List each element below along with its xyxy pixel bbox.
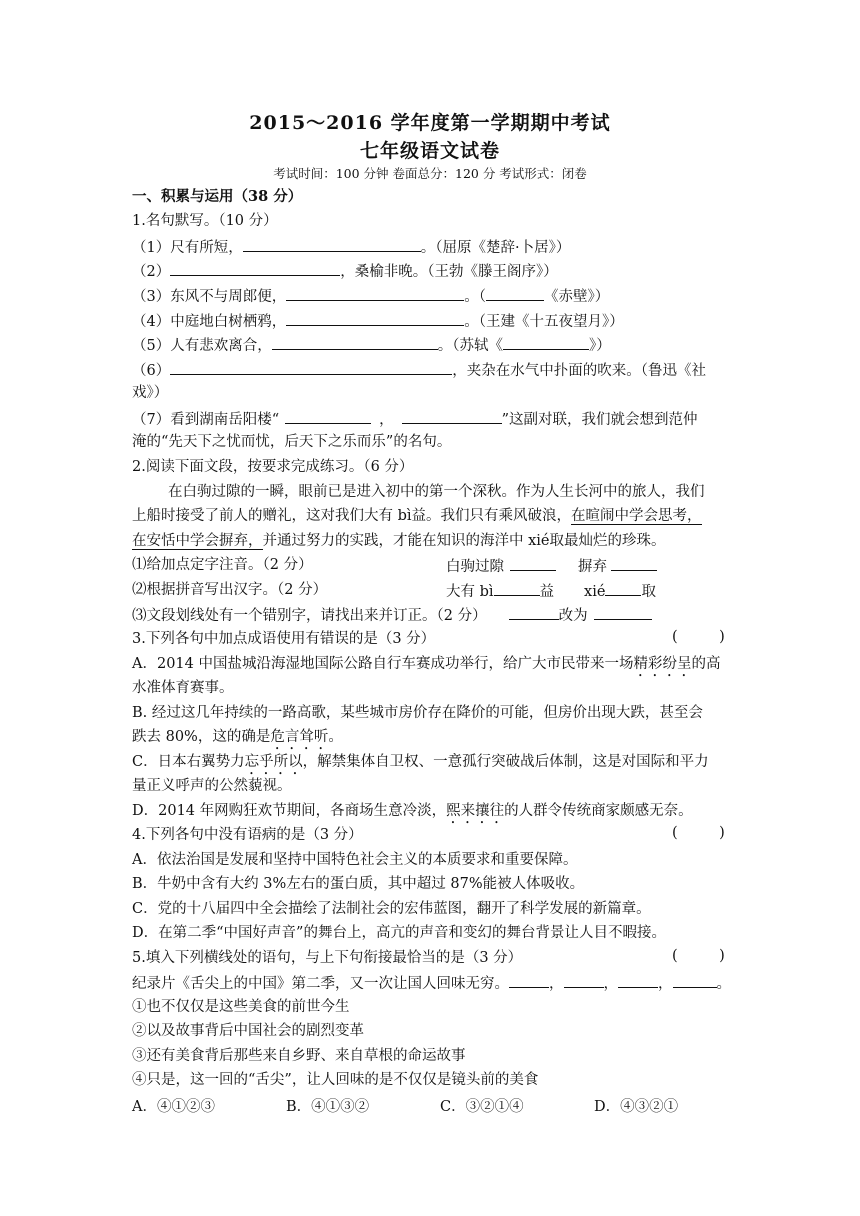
q1-l6-num: （6） — [132, 363, 171, 379]
q2-s1-word1: 白驹过隙 — [446, 559, 504, 575]
answer-blank[interactable] — [243, 236, 421, 252]
q4-option-a: A．依法治国是发展和坚持中国特色社会主义的本质要求和重要保障。 — [132, 852, 578, 868]
q2-s3-text: ⑶文段划线处有一个错别字，请找出来并订正。（2 分） — [132, 608, 487, 624]
answer-blank[interactable] — [509, 604, 559, 620]
q2-sub-3 — [132, 604, 652, 626]
q4-option-b: B．牛奶中含有大约 3%左右的蛋白质，其中超过 87%能被人体吸收。 — [132, 876, 585, 892]
q2-s1-word2: 摒弃 — [578, 559, 607, 575]
q3-answer-paren[interactable]: ( ) — [672, 629, 725, 645]
q2-sub-1 — [132, 555, 313, 575]
q3-stem: 3.下列各句中加点成语使用有错误的是（3 分） — [132, 631, 436, 647]
answer-blank[interactable] — [486, 285, 544, 301]
answer-blank[interactable] — [402, 408, 502, 424]
q5-sep: ， — [549, 976, 564, 992]
q5-option-a: A．④①②③ — [132, 1099, 215, 1115]
q3-option-c-cont: 量正义呼声的公然藐视。 — [132, 778, 292, 794]
q1-l5-mid: 。（苏轼《 — [437, 338, 503, 354]
q3-c-tail: ，解禁集体自卫权、一意孤行突破战后体制，这是对国际和平力 — [302, 754, 709, 770]
q5-item-1: ①也不仅仅是这些美食的前世今生 — [132, 999, 350, 1015]
q3-option-b-cont — [132, 727, 343, 753]
q3-a-text: A．2014 中国盐城沿海湿地国际公路自行车赛成功举行，给广大市民带来一场 — [132, 656, 634, 672]
q3-a-tail: 的高 — [691, 656, 721, 672]
q2-p3-underlined: 在安恬中学会摒弃， — [132, 533, 263, 549]
q3-option-d — [132, 801, 693, 827]
q2-passage-line-3 — [132, 531, 666, 551]
q2-s2-items — [446, 580, 656, 601]
q5-option-c: C．③②①④ — [440, 1099, 524, 1115]
q1-line-3 — [132, 285, 609, 307]
answer-blank[interactable] — [605, 580, 641, 596]
answer-blank[interactable] — [285, 408, 371, 424]
answer-blank[interactable] — [503, 334, 589, 350]
q2-s1-items — [446, 555, 657, 576]
q1-l1-text: （1）尺有所短， — [132, 240, 243, 256]
q5-intro-text: 纪录片《舌尖上的中国》第二季，又一次让国人回味无穷。 — [132, 976, 509, 992]
q3-option-c — [132, 752, 709, 778]
q4-stem: 4.下列各句中没有语病的是（3 分） — [132, 827, 363, 843]
q3-c-text: C．日本右翼势力 — [132, 754, 245, 770]
q5-stem: 5.填入下列横线处的语句，与上下句衔接最恰当的是（3 分） — [132, 950, 523, 966]
q1-l3-mid: 。（ — [464, 289, 486, 305]
q5-sep: ， — [603, 976, 618, 992]
q2-s3-mid: 改为 — [558, 608, 588, 624]
q2-stem: 2.阅读下面文段，按要求完成练习。（6 分） — [132, 459, 414, 475]
q5-item-3: ③还有美食背后那些来自乡野、来自草根的命运故事 — [132, 1048, 466, 1064]
answer-blank[interactable] — [286, 285, 464, 301]
q3-option-a — [132, 654, 720, 680]
q5-option-b: B．④①③② — [286, 1099, 370, 1115]
q4-answer-paren[interactable]: ( ) — [672, 825, 725, 841]
q5-item-4: ④只是，这一回的“舌尖”，让人回味的是不仅仅是镜头前的美食 — [132, 1072, 539, 1088]
q1-l5-end: 》） — [588, 338, 611, 354]
q1-line-5 — [132, 334, 611, 356]
answer-blank[interactable] — [494, 580, 540, 596]
q3-b-tail: 。 — [328, 729, 343, 745]
q1-l2-text: ，桑榆非晚。（王勃《滕王阁序》） — [340, 264, 558, 280]
q2-p2-text: 上船时接受了前人的赠礼，这对我们大有 bì益。我们只有乘风破浪， — [132, 508, 572, 524]
q1-l4-source: 。（王建《十五夜望月》） — [464, 314, 624, 330]
q2-s1-text: ⑴给加点定字注音。（2 分） — [132, 557, 313, 573]
q1-l2-num: （2） — [132, 264, 171, 280]
q3-option-a-cont: 水准体育赛事。 — [132, 680, 234, 696]
exam-subtitle: 七年级语文试卷 — [359, 140, 500, 162]
q1-l6-text: ，夹杂在水气中扑面的吹来。（鲁迅《社 — [452, 363, 706, 379]
q1-line-2 — [132, 260, 558, 282]
q1-line-1 — [132, 236, 570, 258]
q1-line-4 — [132, 310, 624, 332]
q5-answer-paren[interactable]: ( ) — [672, 948, 725, 964]
q1-l3-source: 《赤壁》） — [543, 289, 610, 305]
answer-blank[interactable] — [673, 972, 717, 988]
q1-l5-text: （5）人有悲欢离合， — [132, 338, 272, 354]
q3-b-text: 跌去 80%，这的确是 — [132, 729, 271, 745]
q2-sub-2: ⑵根据拼音写出汉字。（2 分） — [132, 582, 328, 598]
q3-d-idiom: 熙来攘往 — [446, 803, 505, 819]
q1-l1-source: 。（屈原《楚辞·卜居》） — [420, 240, 571, 256]
q1-l4-text: （4）中庭地白树栖鸦， — [132, 314, 287, 330]
q5-intro — [132, 972, 731, 994]
q2-passage-line-2 — [132, 506, 702, 526]
q4-option-d: D．在第二季“中国好声音”的舞台上，高亢的声音和变幻的舞台背景让人目不暇接。 — [132, 925, 666, 941]
q3-d-text: D．2014 年网购狂欢节期间，各商场生意冷淡， — [132, 803, 447, 819]
q2-passage-line-1: 在白驹过隙的一瞬，眼前已是进入初中的第一个深秋。作为人生长河中的旅人，我们 — [168, 484, 705, 500]
answer-blank[interactable] — [510, 555, 556, 571]
answer-blank[interactable] — [170, 359, 452, 375]
q4-option-c: C．党的十八届四中全会描绘了法制社会的宏伟蓝图，翻开了科学发展的新篇章。 — [132, 901, 651, 917]
q2-p2-underlined: 在暄闹中学会思考， — [571, 508, 702, 524]
q1-line-6 — [132, 359, 706, 381]
q1-line-7-cont: 淹的“先天下之忧而忧，后天下之乐而乐”的名句。 — [132, 434, 452, 450]
q1-l3-text: （3）东风不与周郎便， — [132, 289, 287, 305]
section-heading: 一、积累与运用（38 分） — [132, 188, 303, 205]
q1-l7-text: （7）看到湖南岳阳楼“ — [132, 412, 280, 428]
answer-blank[interactable] — [509, 972, 549, 988]
q2-s2-pinyin2: xié — [584, 584, 606, 600]
q2-p3-text: 并通过努力的实践，才能在知识的海洋中 xié取最灿烂的珍珠。 — [262, 533, 666, 549]
q3-option-b: B. 经过这几年持续的一路高歌，某些城市房价存在降价的可能，但房价出现大跌，甚至会 — [132, 705, 703, 721]
q3-a-idiom: 精彩纷呈 — [633, 656, 692, 672]
q2-s2-pinyin1: 大有 bì — [446, 584, 494, 600]
q5-item-2: ②以及故事背后中国社会的剧烈变革 — [132, 1023, 364, 1039]
q3-d-tail: 的人群令传统商家颇感无奈。 — [504, 803, 693, 819]
exam-title: 2015～2016 学年度第一学期期中考试 — [249, 112, 611, 134]
answer-blank[interactable] — [611, 555, 657, 571]
q1-line-7 — [132, 408, 698, 430]
q1-line-6-cont: 戏》） — [132, 385, 169, 401]
answer-blank[interactable] — [272, 334, 438, 350]
answer-blank[interactable] — [594, 604, 652, 620]
q5-sep: ， — [658, 976, 673, 992]
answer-blank[interactable] — [618, 972, 658, 988]
q1-l7-sep: ， — [379, 412, 394, 428]
answer-blank[interactable] — [170, 260, 340, 276]
q5-intro-end: 。 — [716, 976, 731, 992]
q3-b-idiom: 危言耸听 — [270, 729, 329, 745]
q2-s2-char1: 益 — [539, 584, 555, 600]
q1-stem: 1.名句默写。（10 分） — [132, 213, 278, 229]
q2-s2-char2: 取 — [641, 584, 656, 600]
answer-blank[interactable] — [286, 310, 464, 326]
q1-l7-tail: ”这副对联，我们就会想到范仲 — [501, 412, 698, 428]
answer-blank[interactable] — [564, 972, 604, 988]
q5-option-d: D．④③②① — [594, 1099, 679, 1115]
q3-c-idiom: 忘乎所以 — [244, 754, 303, 770]
exam-info: 考试时间：100 分钟 卷面总分：120 分 考试形式：闭卷 — [273, 166, 587, 181]
